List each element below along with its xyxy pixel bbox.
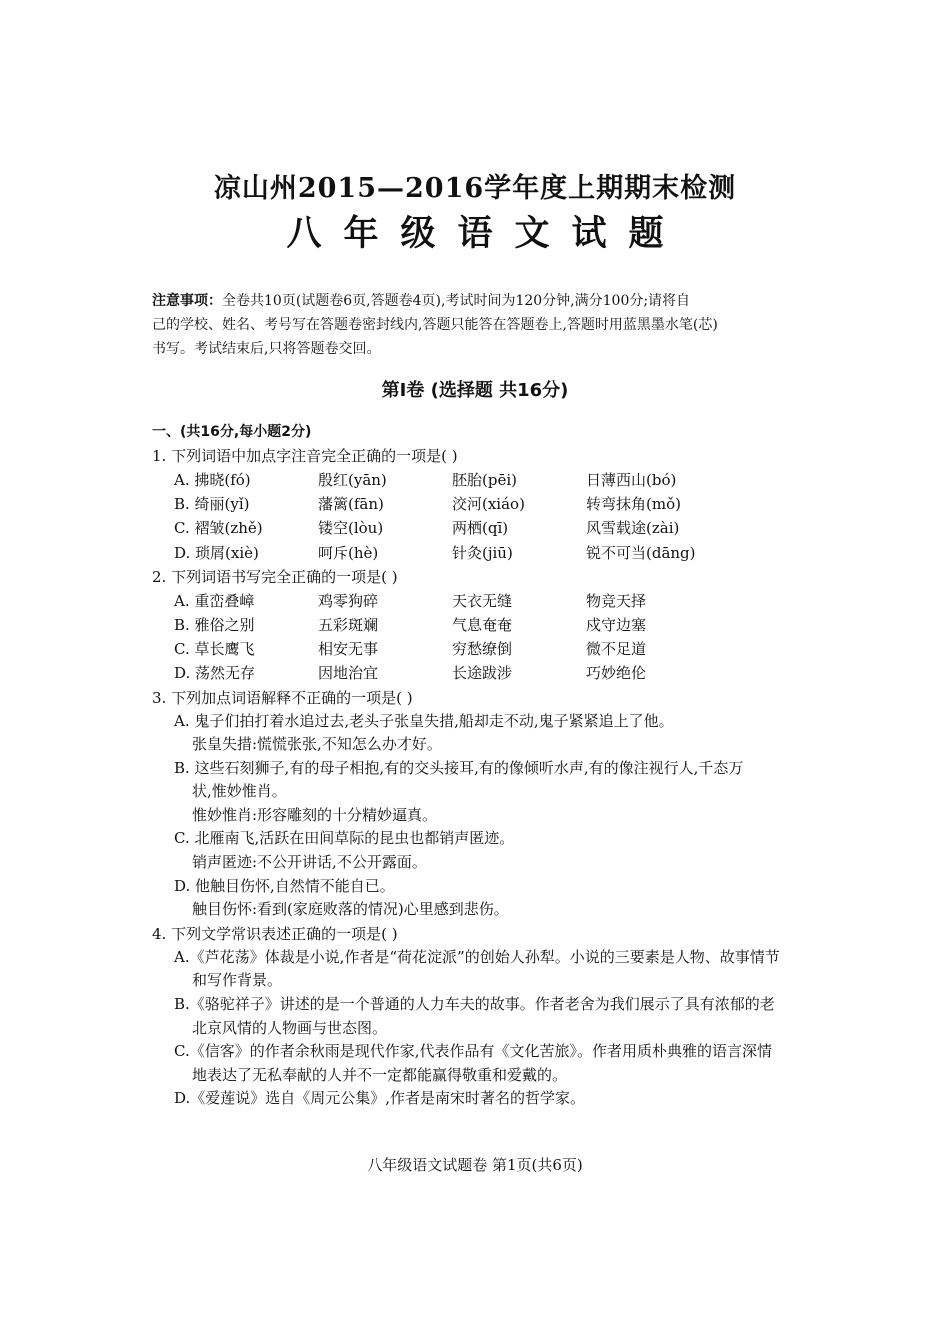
option-cell: 针灸(jiū) <box>452 543 513 562</box>
option-cell: B. 雅俗之别 <box>174 615 255 634</box>
question-3-line: 触目伤怀:看到(家庭败落的情况)心里感到悲伤。 <box>192 900 509 919</box>
section-title: 第Ⅰ卷 (选择题 共16分) <box>381 380 569 401</box>
page-footer: 八年级语文试题卷 第1页(共6页) <box>367 1156 583 1174</box>
notice-block <box>152 289 832 361</box>
question-3-line: B. 这些石刻狮子,有的母子相抱,有的交头接耳,有的像倾听水声,有的像注视行人,千态万 <box>174 758 744 777</box>
question-2-option-row <box>152 661 842 685</box>
exam-title: 凉山州2015—2016学年度上期期末检测 <box>213 173 737 204</box>
option-cell: A. 重峦叠嶂 <box>174 591 255 610</box>
question-4-line: 北京风情的人物画与世态图。 <box>192 1018 388 1037</box>
option-cell: B. 绮丽(yǐ) <box>174 495 250 514</box>
option-cell: 殷红(yān) <box>318 471 387 489</box>
option-cell: 呵斥(hè) <box>318 543 379 562</box>
option-cell: C. 褶皱(zhě) <box>174 519 263 538</box>
option-cell: D. 琐屑(xiè) <box>174 543 259 562</box>
option-cell: C. 草长鹰飞 <box>174 640 255 659</box>
option-cell: 镂空(lòu) <box>318 519 384 538</box>
exam-subtitle: 八年级语文试题 <box>286 213 686 254</box>
option-cell: 穷愁缭倒 <box>452 640 513 659</box>
notice-label: 注意事项： <box>152 293 222 309</box>
option-cell: 长途跋涉 <box>452 664 513 683</box>
question-4-line: C.《信客》的作者余秋雨是现代作家,代表作品有《文化苦旅》。作者用质朴典雅的语言深情 <box>174 1042 772 1061</box>
part-one-heading: 一、(共16分,每小题2分) <box>152 424 312 440</box>
question-1-option-row <box>152 516 842 540</box>
option-cell: 戍守边塞 <box>586 615 647 634</box>
option-cell: 微不足道 <box>586 640 647 659</box>
question-1-option-row <box>152 492 842 516</box>
question-4-line: D.《爱莲说》选自《周元公集》,作者是南宋时著名的哲学家。 <box>174 1089 586 1108</box>
option-cell: 因地治宜 <box>318 664 379 683</box>
option-cell: 风雪载途(zài) <box>586 519 680 538</box>
question-3-line: 惟妙惟肖:形容雕刻的十分精妙逼真。 <box>192 805 438 824</box>
notice-line: 己的学校、姓名、考号写在答题卷密封线内,答题只能答在答题卷上,答题时用蓝黑墨水笔(芯) <box>152 317 718 333</box>
question-2-option-row <box>152 613 842 637</box>
option-cell: 相安无事 <box>318 640 379 659</box>
option-cell: 藩篱(fān) <box>318 495 384 514</box>
question-2-option-row <box>152 637 842 661</box>
question-1-option-row <box>152 541 842 565</box>
question-3-line: D. 他触目伤怀,自然情不能自已。 <box>174 876 395 895</box>
option-cell: 转弯抹角(mǒ) <box>586 495 681 514</box>
notice-line: 书写。考试结束后,只将答题卷交回。 <box>152 341 381 357</box>
question-3-line: 销声匿迹:不公开讲话,不公开露面。 <box>192 853 427 872</box>
option-cell: 天衣无缝 <box>452 591 513 610</box>
question-3-stem: 3. 下列加点词语解释不正确的一项是( ) <box>152 688 413 707</box>
question-3-line: 张皇失措:慌慌张张,不知怎么办才好。 <box>192 735 442 754</box>
option-cell: 两栖(qī) <box>452 519 509 538</box>
option-cell: 气息奄奄 <box>452 615 513 634</box>
question-3-line: C. 北雁南飞,活跃在田间草际的昆虫也都销声匿迹。 <box>174 829 515 848</box>
option-cell: 胚胎(pēi) <box>452 471 517 489</box>
questions-body <box>152 420 842 1111</box>
question-4-line: 和写作背景。 <box>192 971 283 990</box>
question-4-stem: 4. 下列文学常识表述正确的一项是( ) <box>152 924 398 943</box>
question-2-option-row <box>152 589 842 613</box>
option-cell: A. 拂晓(fó) <box>174 471 251 489</box>
option-cell: D. 荡然无存 <box>174 664 256 683</box>
question-1-option-row <box>152 468 842 492</box>
question-3-line: A. 鬼子们拍打着水追过去,老头子张皇失措,船却走不动,鬼子紧紧追上了他。 <box>174 711 674 730</box>
question-1-stem: 1. 下列词语中加点字注音完全正确的一项是( ) <box>152 447 458 465</box>
question-4-line: 地表达了无私奉献的人并不一定都能赢得敬重和爱戴的。 <box>192 1065 568 1084</box>
option-cell: 巧妙绝伦 <box>586 664 647 683</box>
question-4-line: A.《芦花荡》体裁是小说,作者是“荷花淀派”的创始人孙犁。小说的三要素是人物、故事情节 <box>174 947 780 966</box>
option-cell: 五彩斑斓 <box>318 615 379 634</box>
question-2-stem: 2. 下列词语书写完全正确的一项是( ) <box>152 567 398 586</box>
option-cell: 日薄西山(bó) <box>586 471 677 489</box>
question-4-line: B.《骆驼祥子》讲述的是一个普通的人力车夫的故事。作者老舍为我们展示了具有浓郁的老 <box>174 995 775 1014</box>
option-cell: 洨河(xiáo) <box>452 495 525 514</box>
option-cell: 锐不可当(dāng) <box>586 543 696 562</box>
question-3-line: 状,惟妙惟肖。 <box>192 782 287 801</box>
notice-line: 全卷共10页(试题卷6页,答题卷4页),考试时间为120分钟,满分100分;请将自 <box>222 293 691 309</box>
option-cell: 鸡零狗碎 <box>318 591 379 610</box>
option-cell: 物竞天择 <box>586 591 647 610</box>
